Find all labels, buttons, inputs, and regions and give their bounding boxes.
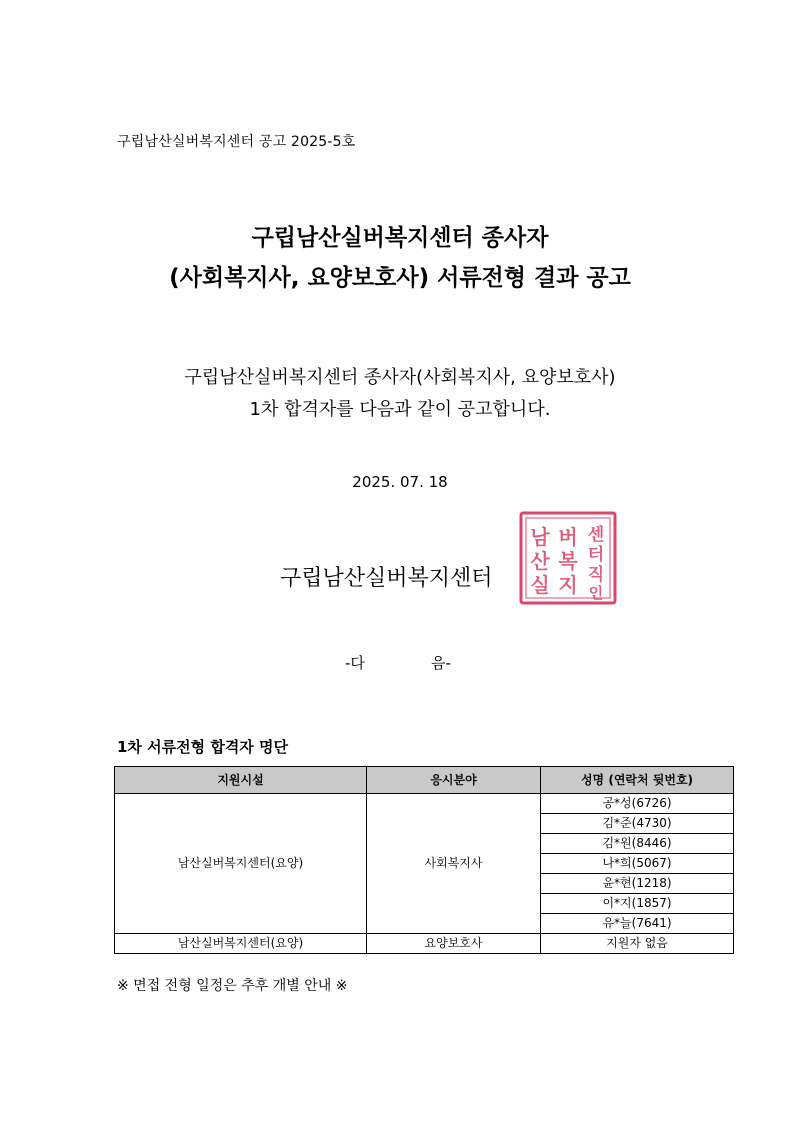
header-facility: 지원시설 (115, 767, 367, 794)
table-row (115, 934, 734, 954)
official-seal-stamp (518, 510, 618, 606)
seal-char: 남 (530, 525, 550, 549)
seal-char: 버 (558, 525, 578, 549)
name-cell: 김*원(8446) (541, 834, 734, 854)
organization-name: 구립남산실버복지센터 (280, 566, 493, 591)
facility-cell: 남산실버복지센터(요양) (115, 934, 367, 954)
name-cell: 나*희(5067) (541, 854, 734, 874)
seal-char: 복 (558, 549, 578, 573)
page-title-line-1: 구립남산실버복지센터 종사자 (251, 225, 549, 251)
field-cell: 사회복지사 (367, 794, 541, 934)
announcement-date: 2025. 07. 18 (352, 473, 448, 491)
table-header-row (115, 767, 734, 794)
notice-number: 구립남산실버복지센터 공고 2025-5호 (117, 134, 356, 150)
interview-footnote: ※ 면접 전형 일정은 추후 개별 안내 ※ (117, 978, 348, 994)
name-cell: 공*성(6726) (541, 794, 734, 814)
facility-cell: 남산실버복지센터(요양) (115, 794, 367, 934)
name-cell: 김*준(4730) (541, 814, 734, 834)
section-heading-eum: 음- (431, 654, 451, 672)
result-table (114, 766, 734, 954)
seal-char: 직 (587, 565, 605, 585)
seal-char: 산 (530, 549, 550, 573)
seal-char: 실 (530, 573, 550, 597)
name-cell: 윤*현(1218) (541, 874, 734, 894)
announcement-text-line-2: 1차 합격자를 다음과 같이 공고합니다. (249, 399, 551, 420)
announcement-text-line-1: 구립남산실버복지센터 종사자(사회복지사, 요양보호사) (184, 367, 616, 388)
pass-list-title: 1차 서류전형 합격자 명단 (117, 738, 289, 756)
name-cell: 이*지(1857) (541, 894, 734, 914)
page-title-line-2: (사회복지사, 요양보호사) 서류전형 결과 공고 (169, 265, 631, 291)
seal-char: 센 (587, 525, 605, 545)
result-cell: 지원자 없음 (541, 934, 734, 954)
name-cell: 유*늘(7641) (541, 914, 734, 934)
field-cell: 요양보호사 (367, 934, 541, 954)
header-name: 성명 (연락처 뒷번호) (541, 767, 734, 794)
seal-char: 인 (588, 584, 604, 602)
seal-char: 터 (587, 545, 605, 565)
table-row (115, 794, 734, 814)
seal-char: 지 (558, 573, 578, 597)
header-field: 응시분야 (367, 767, 541, 794)
section-heading-da: -다 (345, 654, 365, 672)
